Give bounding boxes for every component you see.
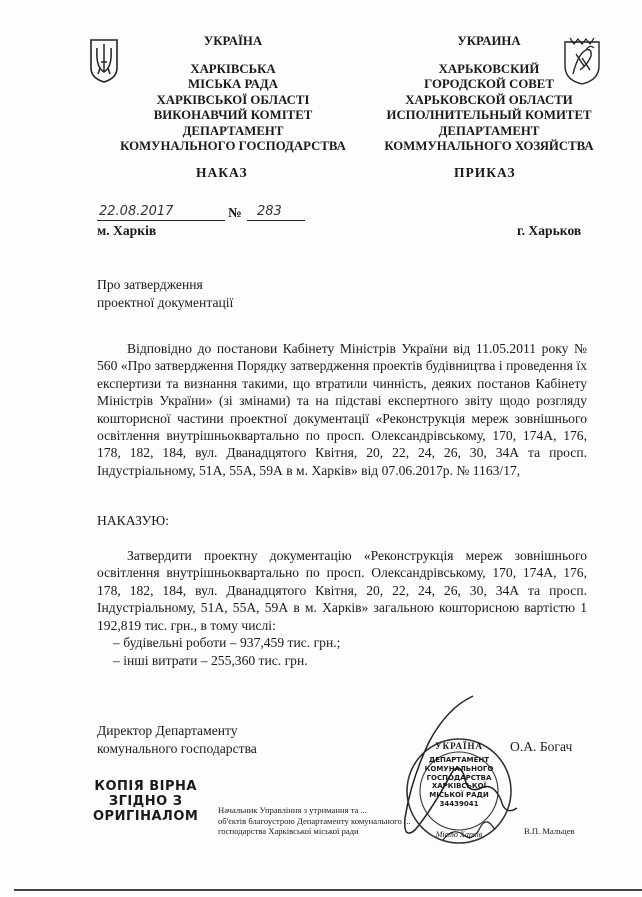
- org-line: ХАРКІВСЬКА: [190, 61, 276, 76]
- country-name-ru: УКРАИНА: [457, 34, 521, 48]
- seal-line: МІСЬКОЇ РАДИ: [429, 791, 489, 800]
- org-line: ДЕПАРТАМЕНТ: [182, 123, 284, 138]
- signatory-position-line: комунального господарства: [97, 741, 257, 756]
- order-date: 22.08.2017: [99, 204, 174, 219]
- date-underline: [97, 220, 225, 221]
- approval-line: Начальник Управління з утримання та ...: [218, 805, 367, 815]
- seal-line: КОМУНАЛЬНОГО: [424, 764, 494, 773]
- org-line: КОМУНАЛЬНОГО ГОСПОДАРСТВА: [120, 139, 346, 153]
- list-item: – будівельні роботи – 937,459 тис. грн.;: [113, 635, 341, 650]
- signatory-position-line: Директор Департаменту: [97, 723, 238, 738]
- seal-line: ХАРКІВСЬКОЇ: [431, 782, 487, 791]
- number-sign: №: [228, 205, 242, 220]
- subject-line: Про затвердження: [97, 277, 203, 292]
- seal-outer-top: УКРАЇНА: [435, 741, 483, 751]
- org-line: ГОРОДСКОЙ СОВЕТ: [424, 77, 554, 91]
- preamble-paragraph: Відповідно до постанови Кабінету Міністрів України від 11.05.2011 року № 560 «Про затвердження Порядку затвердження проектів будівництва і проведення їх експертизи та визнання такими, що втратили чинність, деяких постанов Кабінету Міністрів України» (зі змінами) та на підставі експертного звіту щодо розгляду кошторисної частини проектної документації «Реконструкція мереж зовнішнього освітлення внутрішньоквартально по просп. Олександрівському, 170, 174А, 176, 178, 182, 184, вул. Дванадцятого Квітня, 20, 22, 24, 26, 30, 34А та просп. Індустріальному, 51А, 55А, 59А в м. Харків» від 07.06.2017р. № 1163/17,: [97, 341, 587, 478]
- subject-line: проектної документації: [97, 294, 234, 310]
- seal-line: 34439041: [439, 799, 479, 808]
- order-paragraph: Затвердити проектну документацію «Реконструкція мереж зовнішнього освітлення внутрішньоквартально по просп. Олександрівському, 170, 174А, 176, 178, 182, 184, вул. Дванадцятого Квітня, 20, 22, 24, 26, 30, 34А та просп. Індустріальному, 51А, 55А, 59А в м. Харків» загальною кошторисною вартістю 1 192,819 тис. грн., в тому числі:: [97, 548, 587, 633]
- subject: [97, 276, 233, 311]
- approval-note: [218, 805, 410, 837]
- header-left-ua: [118, 34, 348, 155]
- signatory-name: О.А. Богач: [510, 739, 573, 754]
- copy-certified-stamp: [93, 779, 198, 824]
- seal-line: ДЕПАРТАМЕНТ: [429, 756, 489, 764]
- city-ua: м. Харків: [97, 223, 157, 238]
- country-name-ua: УКРАЇНА: [203, 34, 263, 48]
- seal-outer-bottom: Місто Харків: [435, 830, 483, 839]
- official-seal: [404, 736, 514, 846]
- ukraine-coat-of-arms-icon: [88, 38, 120, 84]
- org-line: ИСПОЛНИТЕЛЬНЫЙ КОМИТЕТ: [386, 108, 592, 122]
- stamp-line: КОПІЯ ВІРНА: [94, 779, 197, 794]
- seal-inner: [422, 756, 496, 809]
- approval-name: В.П. Мальцев: [524, 826, 575, 836]
- order-number: 283: [257, 204, 282, 219]
- stamp-line: ЗГІДНО З: [108, 794, 183, 809]
- stamp-line: ОРИГІНАЛОМ: [93, 809, 199, 824]
- approval-line: об'єктів благоустрою Департаменту комунального ...: [218, 815, 411, 826]
- org-line: ХАРЬКОВСКИЙ: [438, 61, 540, 76]
- number-underline: [247, 220, 305, 221]
- scan-edge-line: [14, 889, 642, 891]
- org-line: ДЕПАРТАМЕНТ: [438, 123, 540, 138]
- signatory-position: [97, 722, 257, 758]
- approval-line: господарства Харківської міської ради: [218, 826, 359, 836]
- doc-type-ru: ПРИКАЗ: [454, 165, 516, 180]
- doc-type-ua: НАКАЗ: [196, 165, 248, 180]
- date-number-row: [97, 204, 307, 224]
- city-ru: г. Харьков: [517, 223, 582, 238]
- org-line: ХАРКІВСЬКОЇ ОБЛАСТІ: [156, 92, 310, 107]
- seal-line: ГОСПОДАРСТВА: [426, 773, 492, 782]
- org-line: МІСЬКА РАДА: [188, 77, 278, 91]
- order-word: НАКАЗУЮ:: [97, 513, 170, 528]
- org-line: КОММУНАЛЬНОГО ХОЗЯЙСТВА: [384, 139, 594, 153]
- org-line: ХАРЬКОВСКОЙ ОБЛАСТИ: [405, 92, 573, 107]
- list-item: – інші витрати – 255,360 тис. грн.: [113, 653, 308, 668]
- org-line: ВИКОНАВЧИЙ КОМІТЕТ: [153, 108, 313, 122]
- header-right-ru: [374, 34, 604, 155]
